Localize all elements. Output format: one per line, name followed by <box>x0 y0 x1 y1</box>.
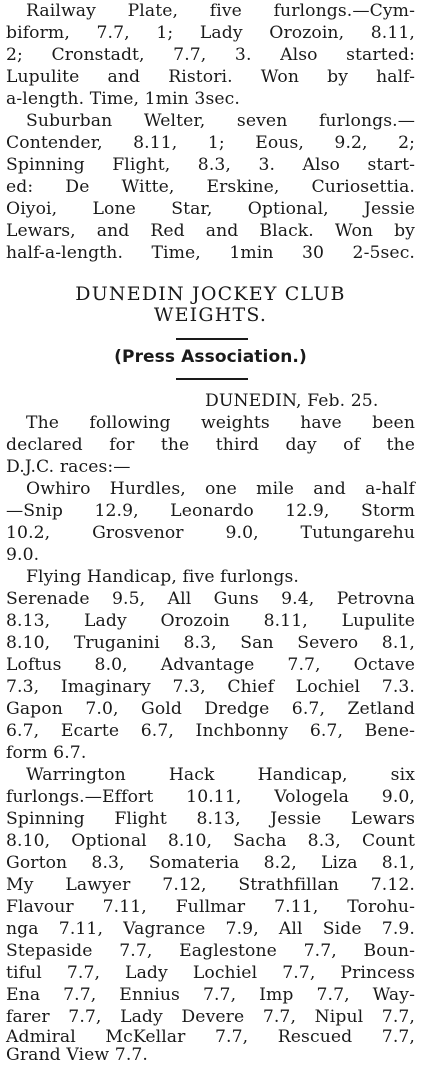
text-line: half-a-length. Time, 1min 30 2-5sec. <box>6 243 415 263</box>
divider-rule <box>176 338 248 340</box>
text-line: Oiyoi, Lone Star, Optional, Jessie <box>6 199 415 219</box>
text-line: Flavour 7.11, Fullmar 7.11, Torohu- <box>6 897 415 917</box>
subheading: (Press Association.) <box>114 347 307 367</box>
text-line: 6.7, Ecarte 6.7, Inchbonny 6.7, Bene- <box>6 721 415 741</box>
divider-rule <box>176 378 248 380</box>
text-line: furlongs.—Effort 10.11, Vologela 9.0, <box>6 787 415 807</box>
text-line: Spinning Flight, 8.3, 3. Also start- <box>6 155 415 175</box>
text-line: ed: De Witte, Erskine, Curiosettia. <box>6 177 415 197</box>
text-line: farer 7.7, Lady Devere 7.7, Nipul 7.7, <box>6 1007 415 1027</box>
text-line: Suburban Welter, seven furlongs.— <box>26 111 415 131</box>
text-line: 10.2, Grosvenor 9.0, Tutungarehu <box>6 523 415 543</box>
headline-line: WEIGHTS. <box>153 304 268 326</box>
text-line: 8.10, Optional 8.10, Sacha 8.3, Count <box>6 831 415 851</box>
text-line: Lewars, and Red and Black. Won by <box>6 221 415 241</box>
text-line: Gorton 8.3, Somateria 8.2, Liza 8.1, <box>6 853 415 873</box>
dateline: DUNEDIN, Feb. 25. <box>205 391 379 411</box>
text-line: form 6.7. <box>6 743 87 763</box>
text-line: 2; Cronstadt, 7.7, 3. Also started: <box>6 45 415 65</box>
text-line: D.J.C. races:— <box>6 457 131 477</box>
text-line: Loftus 8.0, Advantage 7.7, Octave <box>6 655 415 675</box>
text-line: Gapon 7.0, Gold Dredge 6.7, Zetland <box>6 699 415 719</box>
text-line: Grand View 7.7. <box>6 1045 148 1065</box>
text-line: 9.0. <box>6 545 40 565</box>
text-line: Owhiro Hurdles, one mile and a-half <box>26 479 415 499</box>
text-line: My Lawyer 7.12, Strathfillan 7.12. <box>6 875 415 895</box>
headline-line: DUNEDIN JOCKEY CLUB <box>75 283 346 305</box>
text-line: biform, 7.7, 1; Lady Orozoin, 8.11, <box>6 23 415 43</box>
text-line: declared for the third day of the <box>6 435 415 455</box>
text-line: Serenade 9.5, All Guns 9.4, Petrovna <box>6 589 415 609</box>
text-line: nga 7.11, Vagrance 7.9, All Side 7.9. <box>6 919 415 939</box>
text-line: —Snip 12.9, Leonardo 12.9, Storm <box>6 501 415 521</box>
text-line: Ena 7.7, Ennius 7.7, Imp 7.7, Way- <box>6 985 415 1005</box>
text-line: Railway Plate, five furlongs.—Cym- <box>26 1 415 21</box>
text-line: 8.13, Lady Orozoin 8.11, Lupulite <box>6 611 415 631</box>
text-line: Stepaside 7.7, Eaglestone 7.7, Boun- <box>6 941 415 961</box>
text-line: The following weights have been <box>26 413 415 433</box>
text-line: Contender, 8.11, 1; Eous, 9.2, 2; <box>6 133 415 153</box>
text-line: a-length. Time, 1min 3sec. <box>6 89 240 109</box>
text-line: 7.3, Imaginary 7.3, Chief Lochiel 7.3. <box>6 677 415 697</box>
text-line: Spinning Flight 8.13, Jessie Lewars <box>6 809 415 829</box>
text-line: Warrington Hack Handicap, six <box>26 765 415 785</box>
text-line: Lupulite and Ristori. Won by half- <box>6 67 415 87</box>
text-line: tiful 7.7, Lady Lochiel 7.7, Princess <box>6 963 415 983</box>
text-line: Flying Handicap, five furlongs. <box>26 567 299 587</box>
text-line: Admiral McKellar 7.7, Rescued 7.7, <box>6 1027 415 1047</box>
text-line: 8.10, Truganini 8.3, San Severo 8.1, <box>6 633 415 653</box>
